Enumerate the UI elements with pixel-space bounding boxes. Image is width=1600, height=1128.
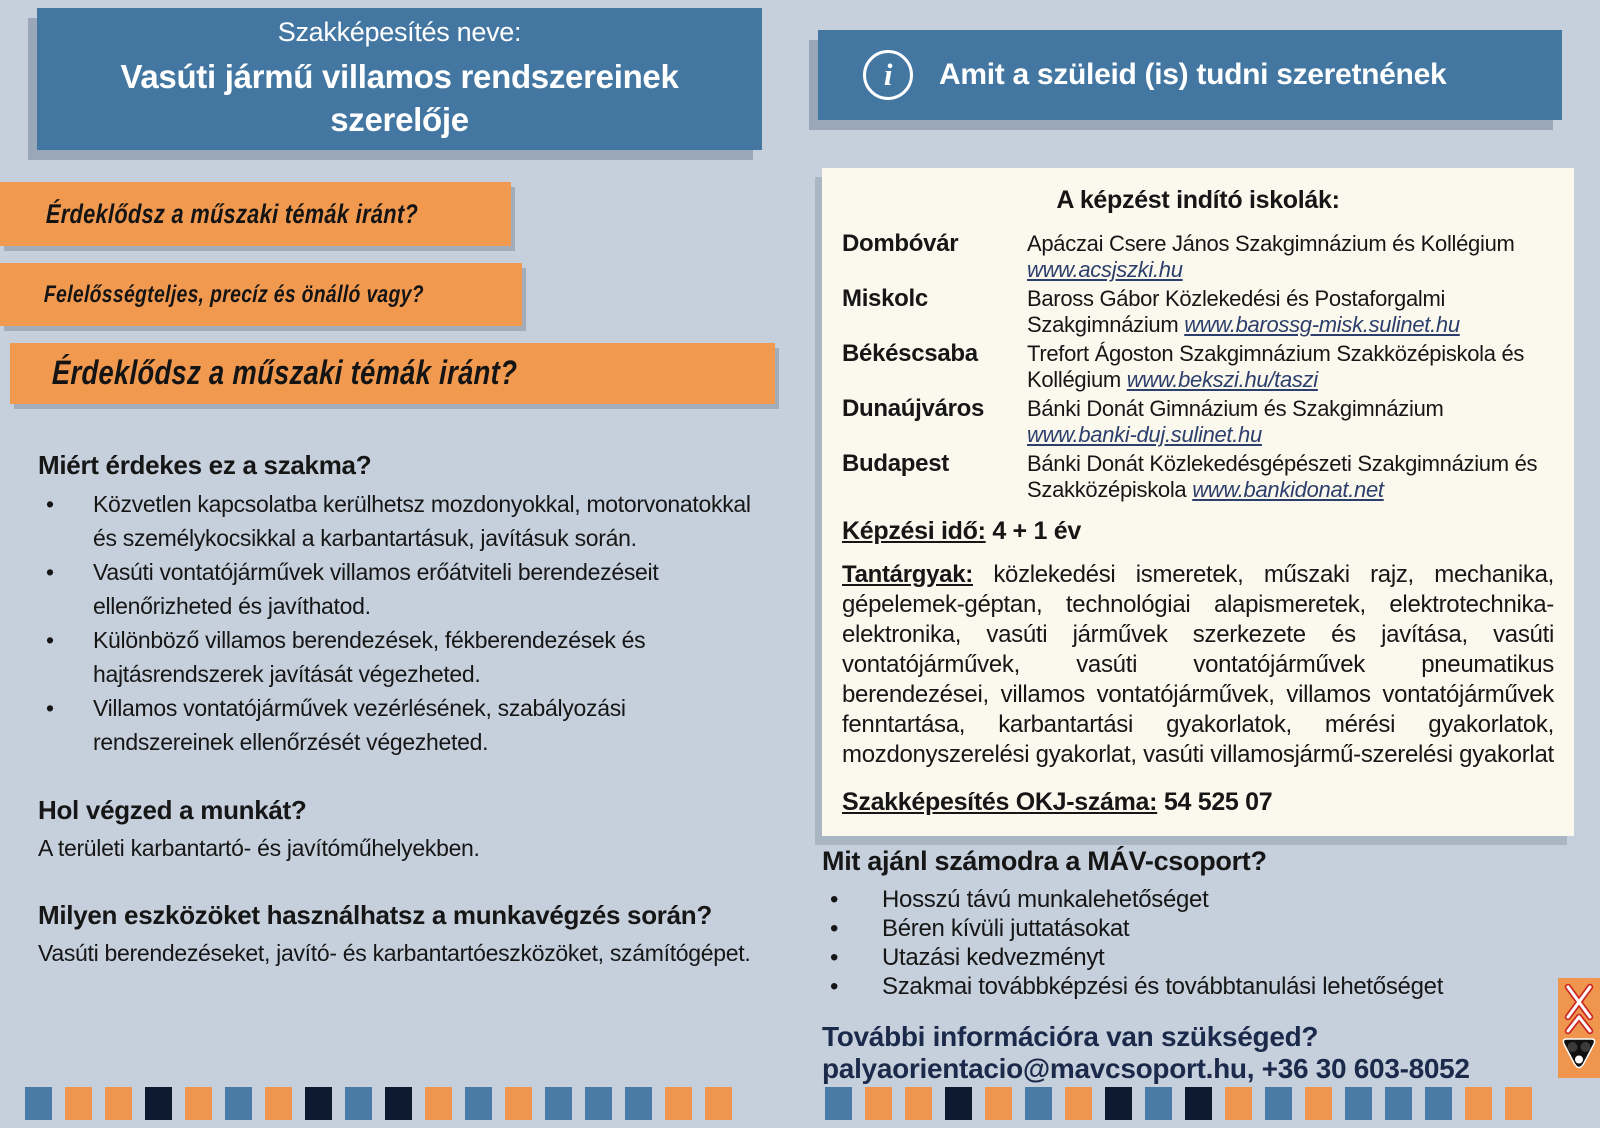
footer-square xyxy=(905,1087,932,1120)
school-info xyxy=(1027,231,1554,283)
school-info xyxy=(1027,451,1554,503)
left-body xyxy=(38,450,756,969)
where-text: A területi karbantartó- és javítóműhelyekben. xyxy=(38,835,480,861)
parents-header-title: Amit a szüleid (is) tudni szeretnének xyxy=(939,58,1447,91)
okj-line xyxy=(842,788,1554,817)
footer-square xyxy=(1345,1087,1372,1120)
duration-label: Képzési idő: xyxy=(842,517,986,545)
school-name: Apáczai Csere János Szakgimnázium és Kollégium xyxy=(1027,231,1515,256)
railway-crossing-signal-icon xyxy=(1558,978,1600,1078)
question-banner-1 xyxy=(0,182,511,246)
subjects-label: Tantárgyak: xyxy=(842,561,973,588)
school-link[interactable]: www.banki-duj.sulinet.hu xyxy=(1027,422,1262,447)
footer-square xyxy=(865,1087,892,1120)
footer-square xyxy=(105,1087,132,1120)
mav-railway-logo xyxy=(1558,978,1600,1078)
contact-question: További információra van szükséged? xyxy=(822,1021,1319,1052)
footer-square xyxy=(1065,1087,1092,1120)
why-bullet-item: • Különböző villamos berendezések, fékberendezések és hajtásrendszerek javítását végezheted. xyxy=(38,623,756,691)
school-row xyxy=(842,286,1554,338)
footer-square xyxy=(265,1087,292,1120)
school-link[interactable]: www.bankidonat.net xyxy=(1192,477,1384,502)
footer-square xyxy=(1105,1087,1132,1120)
footer-square xyxy=(1505,1087,1532,1120)
school-name: Baross Gábor Közlekedési és Postaforgalmi Szakgimnázium xyxy=(1027,286,1446,337)
school-link[interactable]: www.bekszi.hu/taszi xyxy=(1126,367,1318,392)
question-banner-3 xyxy=(10,343,775,404)
footer-square xyxy=(185,1087,212,1120)
school-city: Dunaújváros xyxy=(842,395,985,422)
question-banner-2 xyxy=(0,263,522,326)
why-bullet-item: • Vasúti vontatójárművek villamos erőátviteli berendezéseit ellenőrizheted és javíthatod. xyxy=(38,555,756,623)
tools-text: Vasúti berendezéseket, javító- és karbantartóeszközöket, számítógépet. xyxy=(38,940,751,966)
school-name: Bánki Donát Közlekedésgépészeti Szakgimnázium és Szakközépiskola xyxy=(1027,451,1538,502)
footer-square xyxy=(1305,1087,1332,1120)
footer-square xyxy=(705,1087,732,1120)
contact-block xyxy=(822,1021,1564,1085)
footer-square xyxy=(305,1087,332,1120)
where-heading: Hol végzed a munkát? xyxy=(38,795,307,825)
footer-square xyxy=(1225,1087,1252,1120)
school-link[interactable]: www.barossg-misk.sulinet.hu xyxy=(1184,312,1460,337)
okj-label: Szakképesítés OKJ-száma: xyxy=(842,788,1158,816)
school-row xyxy=(842,231,1554,283)
why-heading: Miért érdekes ez a szakma? xyxy=(38,450,372,480)
offer-bullet-item: • Szakmai továbbképzési és továbbtanulási lehetőséget xyxy=(822,972,1564,1001)
okj-value: 54 525 07 xyxy=(1163,788,1273,816)
qualification-title: Vasúti jármű villamos rendszereinek szerelője xyxy=(120,57,679,138)
school-city: Békéscsaba xyxy=(842,340,978,367)
school-name: Bánki Donát Gimnázium és Szakgimnázium xyxy=(1027,396,1444,421)
training-info-box xyxy=(822,168,1574,836)
school-info xyxy=(1027,341,1554,393)
footer-square xyxy=(65,1087,92,1120)
schools-heading: A képzést indító iskolák: xyxy=(1056,186,1340,214)
school-name: Trefort Ágoston Szakgimnázium Szakközépiskola és Kollégium xyxy=(1027,341,1525,392)
qualification-kicker: Szakképesítés neve: xyxy=(277,16,522,47)
offer-bullet-item: • Béren kívüli juttatásokat xyxy=(822,914,1564,943)
footer-square xyxy=(625,1087,652,1120)
offer-section xyxy=(822,846,1564,1085)
why-bullet-list xyxy=(38,487,756,759)
footer-square xyxy=(1145,1087,1172,1120)
duration-value: 4 + 1 év xyxy=(992,517,1081,545)
footer-square xyxy=(945,1087,972,1120)
footer-square xyxy=(145,1087,172,1120)
school-city: Dombóvár xyxy=(842,230,959,257)
school-row xyxy=(842,396,1554,448)
subjects-paragraph xyxy=(842,560,1554,770)
footer-square xyxy=(425,1087,452,1120)
footer-square xyxy=(465,1087,492,1120)
footer-square xyxy=(1185,1087,1212,1120)
school-row xyxy=(842,451,1554,503)
offer-bullet-item: • Hosszú távú munkalehetőséget xyxy=(822,885,1564,914)
footer-squares-right xyxy=(825,1087,1532,1120)
why-bullet-item: • Villamos vontatójárművek vezérlésének, szabályozási rendszereinek ellenőrzését végezheted. xyxy=(38,691,756,759)
footer-square xyxy=(225,1087,252,1120)
footer-square xyxy=(385,1087,412,1120)
footer-square xyxy=(1265,1087,1292,1120)
why-bullet-item: • Közvetlen kapcsolatba kerülhetsz mozdonyokkal, motorvonatokkal és személykocsikkal a karbantartásuk, javításuk során. xyxy=(38,487,756,555)
footer-square xyxy=(985,1087,1012,1120)
footer-square xyxy=(345,1087,372,1120)
question-banner-1-text: Érdeklődsz a műszaki témák iránt? xyxy=(45,198,419,229)
schools-list xyxy=(842,231,1554,503)
footer-square xyxy=(25,1087,52,1120)
footer-square xyxy=(665,1087,692,1120)
parents-header-panel xyxy=(818,30,1562,120)
footer-square xyxy=(1425,1087,1452,1120)
offer-heading: Mit ajánl számodra a MÁV-csoport? xyxy=(822,846,1267,876)
footer-square xyxy=(545,1087,572,1120)
school-link[interactable]: www.acsjszki.hu xyxy=(1027,257,1183,282)
school-row xyxy=(842,341,1554,393)
school-info xyxy=(1027,396,1554,448)
footer-squares-left xyxy=(25,1087,732,1120)
footer-square xyxy=(1465,1087,1492,1120)
school-city: Budapest xyxy=(842,450,949,477)
duration-line xyxy=(842,517,1554,546)
footer-square xyxy=(505,1087,532,1120)
offer-bullet-list xyxy=(822,885,1564,1001)
contact-info: palyaorientacio@mavcsoport.hu, +36 30 603-8052 xyxy=(822,1053,1470,1084)
tools-heading: Milyen eszközöket használhatsz a munkavégzés során? xyxy=(38,900,712,930)
footer-square xyxy=(1385,1087,1412,1120)
info-icon: i xyxy=(863,50,913,100)
question-banner-2-text: Felelősségteljes, precíz és önálló vagy? xyxy=(43,280,425,308)
footer-square xyxy=(1025,1087,1052,1120)
school-city: Miskolc xyxy=(842,285,928,312)
question-banner-3-text: Érdeklődsz a műszaki témák iránt? xyxy=(51,354,518,392)
subjects-text: közlekedési ismeretek, műszaki rajz, mechanika, gépelemek-géptan, technológiai alapismeretek, elektrotechnika-elektronika, vasúti járművek szerkezete és javítása, vasúti vontatójárművek, vasúti vontatójárművek pneumatikus berendezései, villamos vontatójárművek, villamos vontatójárművek fenntartása, karbantartási gyakorlatok, mérési gyakorlatok, mozdonyszerelési gyakorlat, vasúti villamosjármű-szerelési gyakorlat xyxy=(842,561,1555,768)
footer-square xyxy=(585,1087,612,1120)
qualification-header-panel xyxy=(37,8,762,150)
offer-bullet-item: • Utazási kedvezményt xyxy=(822,943,1564,972)
footer-square xyxy=(825,1087,852,1120)
school-info xyxy=(1027,286,1554,338)
